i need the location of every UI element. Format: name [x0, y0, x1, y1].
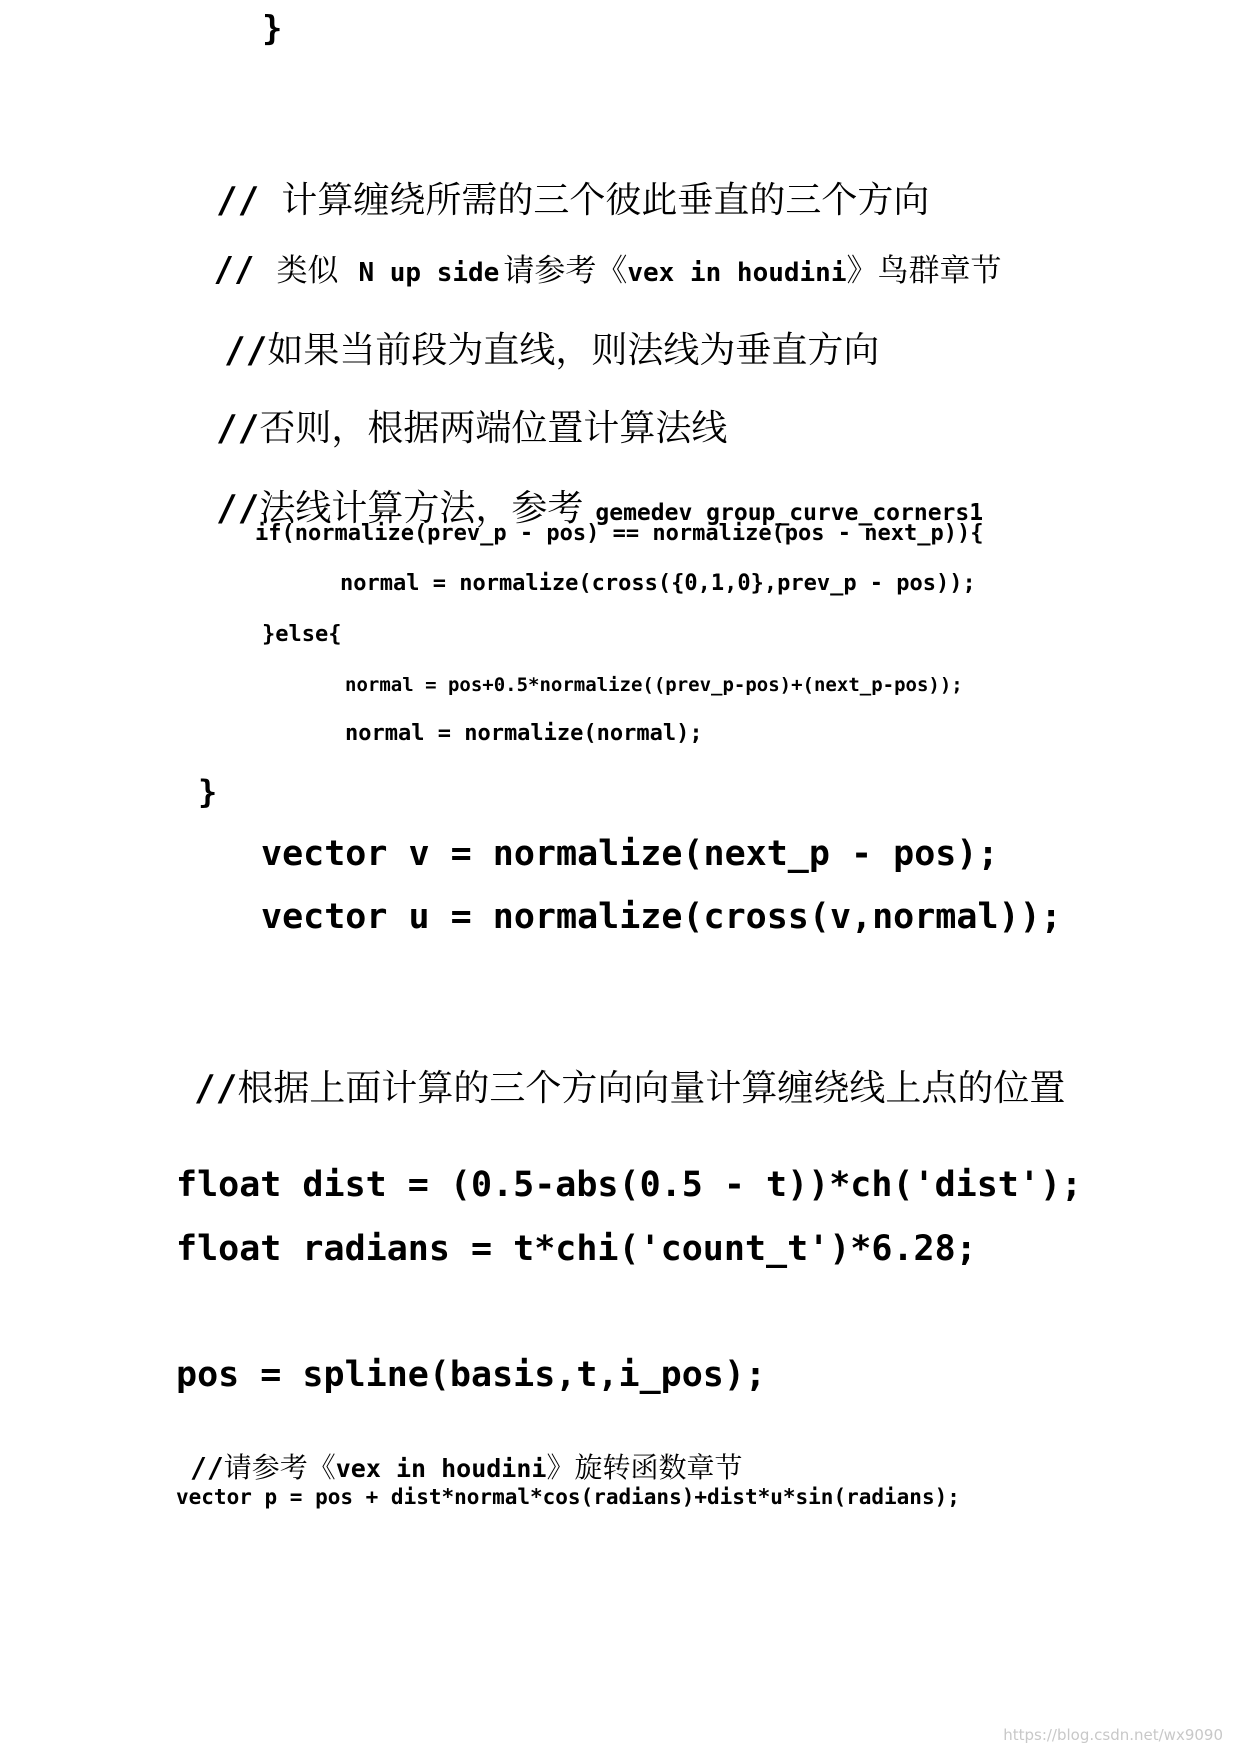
comment-text: 类似	[276, 253, 339, 289]
code-vector-v: vector v = normalize(next_p - pos);	[261, 834, 999, 874]
code-normal-cross: normal = normalize(cross({0,1,0},prev_p - pos));	[340, 571, 976, 596]
comment-slash: //	[216, 488, 260, 529]
comment-line-7	[176, 1426, 742, 1483]
comment-slash: //	[190, 1451, 224, 1484]
comment-text: 请参考《	[503, 253, 628, 289]
comment-text: 如果当前段为直线，则法线为垂直方向	[267, 330, 880, 371]
comment-text: 否则，根据两端位置计算法线	[259, 408, 728, 449]
code-normal-pos: normal = pos+0.5*normalize((prev_p-pos)+(next_p-pos));	[345, 674, 963, 696]
watermark-url: https://blog.csdn.net/wx9090	[1003, 1726, 1223, 1744]
code-if-line: if(normalize(prev_p - pos) == normalize(pos - next_p)){	[255, 521, 984, 546]
code-else-line: }else{	[262, 622, 342, 647]
comment-line-5	[198, 454, 983, 527]
comment-line-4	[198, 374, 727, 447]
comment-text: 》鸟群章节	[846, 253, 1002, 289]
comment-code: N up side	[358, 258, 500, 288]
comment-text: 法线计算方法，参考	[259, 488, 584, 529]
code-brace-top: }	[262, 9, 283, 49]
comment-line-1	[198, 146, 929, 219]
comment-code: gemedev group_curve_corners1	[595, 500, 984, 526]
code-vector-p: vector p = pos + dist*normal*cos(radians)+dist*u*sin(radians);	[176, 1485, 960, 1509]
comment-text: 根据上面计算的三个方向向量计算缠绕线上点的位置	[237, 1068, 1066, 1109]
comment-slash: //	[224, 330, 268, 371]
code-brace-close: }	[198, 773, 218, 811]
comment-line-2	[198, 222, 1002, 290]
code-float-dist: float dist = (0.5-abs(0.5 - t))*ch('dist');	[176, 1165, 1083, 1205]
comment-line-6	[176, 1034, 1065, 1107]
comment-text: 请参考《	[223, 1451, 336, 1484]
comment-line-3	[206, 296, 879, 369]
comment-slash: //	[216, 408, 260, 449]
comment-slash: //	[213, 250, 255, 290]
comment-slash: //	[194, 1068, 238, 1109]
code-normal-normalize: normal = normalize(normal);	[345, 721, 703, 746]
comment-text: 计算缠绕所需的三个彼此垂直的三个方向	[281, 180, 930, 221]
comment-slash: //	[216, 180, 260, 221]
comment-code: vex in houdini	[335, 1454, 547, 1483]
comment-text: 》旋转函数章节	[546, 1451, 743, 1484]
code-float-radians: float radians = t*chi('count_t')*6.28;	[176, 1229, 977, 1269]
comment-code: vex in houdini	[627, 258, 847, 288]
code-vector-u: vector u = normalize(cross(v,normal));	[261, 897, 1062, 937]
code-pos-spline: pos = spline(basis,t,i_pos);	[176, 1355, 767, 1395]
